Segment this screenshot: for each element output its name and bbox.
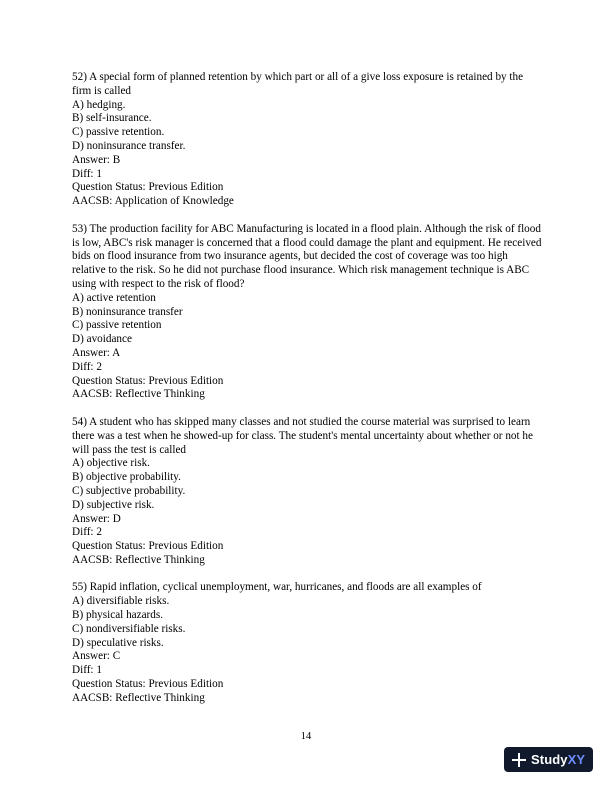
answer-line: Answer: C bbox=[72, 650, 121, 663]
brand-main: Study bbox=[531, 752, 568, 767]
aacsb-line: AACSB: Reflective Thinking bbox=[72, 553, 205, 566]
aacsb-line: AACSB: Application of Knowledge bbox=[72, 195, 234, 208]
question-53 bbox=[72, 223, 542, 402]
question-52 bbox=[72, 71, 542, 209]
option-c: C) passive retention. bbox=[72, 126, 165, 139]
option-a: A) hedging. bbox=[72, 98, 126, 111]
status-line: Question Status: Previous Edition bbox=[72, 540, 224, 553]
aacsb-line: AACSB: Reflective Thinking bbox=[72, 691, 205, 704]
option-b: B) noninsurance transfer bbox=[72, 305, 183, 318]
answer-line: Answer: A bbox=[72, 346, 121, 359]
aacsb-line: AACSB: Reflective Thinking bbox=[72, 388, 205, 401]
difficulty-line: Diff: 2 bbox=[72, 360, 102, 373]
option-b: B) physical hazards. bbox=[72, 609, 164, 622]
question-55 bbox=[72, 581, 542, 705]
question-54 bbox=[72, 416, 542, 568]
option-d: D) noninsurance transfer. bbox=[72, 139, 186, 152]
answer-line: Answer: D bbox=[72, 512, 121, 525]
option-a: A) active retention bbox=[72, 291, 156, 304]
option-a: A) objective risk. bbox=[72, 457, 150, 470]
option-d: D) avoidance bbox=[72, 333, 132, 346]
difficulty-line: Diff: 2 bbox=[72, 526, 102, 539]
option-c: C) passive retention bbox=[72, 319, 162, 332]
question-stem: 55) Rapid inflation, cyclical unemployment, war, hurricanes, and floods are all examples of bbox=[72, 581, 482, 594]
question-stem: 52) A special form of planned retention by which part or all of a give loss exposure is retained by the firm is called bbox=[72, 71, 524, 97]
difficulty-line: Diff: 1 bbox=[72, 664, 102, 677]
status-line: Question Status: Previous Edition bbox=[72, 374, 224, 387]
plus-icon bbox=[512, 753, 526, 767]
option-d: D) speculative risks. bbox=[72, 636, 164, 649]
question-stem: 53) The production facility for ABC Manufacturing is located in a flood plain. Although the risk of flood is low, ABC's risk manager is concerned that a flood could damage the plant and equipment. He received bids on flood insurance from two insurance agents, but decided the cost of coverage was too high relative to the risk. So he did not purchase flood insurance. Which risk management technique is ABC using with respect to the risk of flood? bbox=[72, 222, 542, 290]
option-b: B) self-insurance. bbox=[72, 112, 152, 125]
studyxy-badge[interactable] bbox=[504, 747, 593, 772]
answer-line: Answer: B bbox=[72, 153, 121, 166]
page-number: 14 bbox=[300, 731, 312, 742]
option-c: C) nondiversifiable risks. bbox=[72, 622, 186, 635]
option-b: B) objective probability. bbox=[72, 471, 181, 484]
question-stem: 54) A student who has skipped many classes and not studied the course material was surprised to learn there was a test when he showed-up for class. The student's mental uncertainty about whether or not he will pass the test is called bbox=[72, 415, 533, 456]
status-line: Question Status: Previous Edition bbox=[72, 181, 224, 194]
brand-accent: XY bbox=[567, 752, 586, 767]
option-c: C) subjective probability. bbox=[72, 484, 186, 497]
document-body bbox=[72, 71, 542, 719]
status-line: Question Status: Previous Edition bbox=[72, 678, 224, 691]
option-a: A) diversifiable risks. bbox=[72, 595, 170, 608]
brand-wordmark bbox=[531, 752, 585, 767]
difficulty-line: Diff: 1 bbox=[72, 167, 102, 180]
option-d: D) subjective risk. bbox=[72, 498, 155, 511]
